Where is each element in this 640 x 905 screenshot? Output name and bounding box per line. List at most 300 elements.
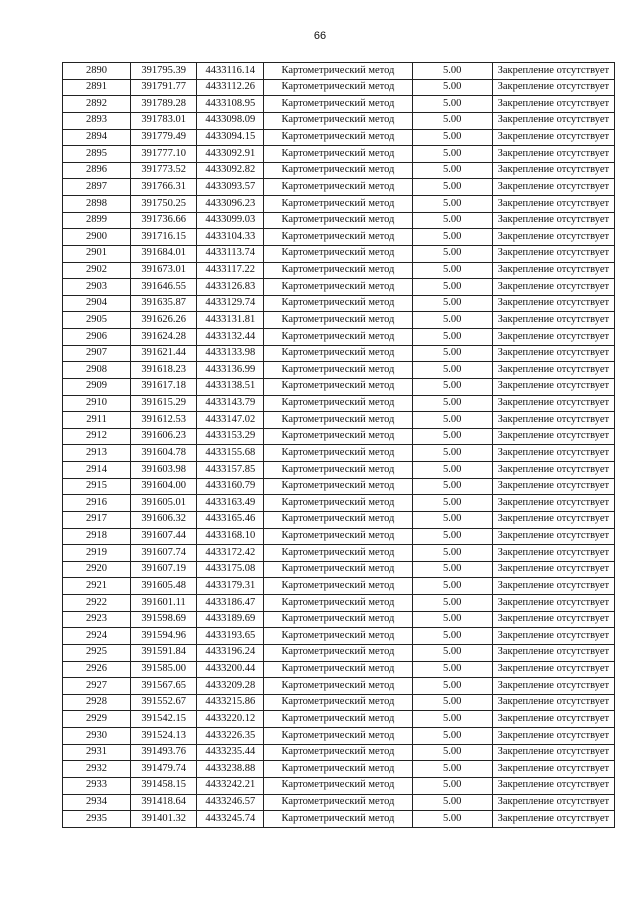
accuracy-cell: 5.00: [412, 545, 492, 562]
method-cell: Картометрический метод: [264, 378, 412, 395]
method-cell: Картометрический метод: [264, 412, 412, 429]
point-number-cell: 2913: [63, 445, 131, 462]
point-number-cell: 2908: [63, 362, 131, 379]
accuracy-cell: 5.00: [412, 777, 492, 794]
accuracy-cell: 5.00: [412, 528, 492, 545]
y-coordinate-cell: 4433108.95: [197, 96, 264, 113]
method-cell: Картометрический метод: [264, 711, 412, 728]
point-number-cell: 2925: [63, 644, 131, 661]
x-coordinate-cell: 391598.69: [131, 611, 197, 628]
method-cell: Картометрический метод: [264, 129, 412, 146]
accuracy-cell: 5.00: [412, 478, 492, 495]
method-cell: Картометрический метод: [264, 312, 412, 329]
table-row: [63, 661, 615, 678]
fixation-cell: Закрепление отсутствует: [492, 611, 614, 628]
table-row: [63, 761, 615, 778]
x-coordinate-cell: 391601.11: [131, 595, 197, 612]
fixation-cell: Закрепление отсутствует: [492, 362, 614, 379]
x-coordinate-cell: 391789.28: [131, 96, 197, 113]
point-number-cell: 2915: [63, 478, 131, 495]
fixation-cell: Закрепление отсутствует: [492, 162, 614, 179]
point-number-cell: 2917: [63, 511, 131, 528]
method-cell: Картометрический метод: [264, 528, 412, 545]
x-coordinate-cell: 391777.10: [131, 146, 197, 163]
method-cell: Картометрический метод: [264, 212, 412, 229]
point-number-cell: 2900: [63, 229, 131, 246]
method-cell: Картометрический метод: [264, 362, 412, 379]
point-number-cell: 2898: [63, 196, 131, 213]
table-row: [63, 345, 615, 362]
accuracy-cell: 5.00: [412, 428, 492, 445]
x-coordinate-cell: 391585.00: [131, 661, 197, 678]
fixation-cell: Закрепление отсутствует: [492, 462, 614, 479]
y-coordinate-cell: 4433179.31: [197, 578, 264, 595]
fixation-cell: Закрепление отсутствует: [492, 212, 614, 229]
fixation-cell: Закрепление отсутствует: [492, 129, 614, 146]
x-coordinate-cell: 391766.31: [131, 179, 197, 196]
method-cell: Картометрический метод: [264, 478, 412, 495]
x-coordinate-cell: 391624.28: [131, 329, 197, 346]
point-number-cell: 2928: [63, 694, 131, 711]
x-coordinate-cell: 391524.13: [131, 728, 197, 745]
fixation-cell: Закрепление отсутствует: [492, 777, 614, 794]
method-cell: Картометрический метод: [264, 561, 412, 578]
point-number-cell: 2930: [63, 728, 131, 745]
x-coordinate-cell: 391791.77: [131, 79, 197, 96]
y-coordinate-cell: 4433096.23: [197, 196, 264, 213]
fixation-cell: Закрепление отсутствует: [492, 595, 614, 612]
fixation-cell: Закрепление отсутствует: [492, 79, 614, 96]
y-coordinate-cell: 4433155.68: [197, 445, 264, 462]
accuracy-cell: 5.00: [412, 811, 492, 828]
point-number-cell: 2891: [63, 79, 131, 96]
fixation-cell: Закрепление отсутствует: [492, 96, 614, 113]
table-row: [63, 628, 615, 645]
y-coordinate-cell: 4433163.49: [197, 495, 264, 512]
table-row: [63, 578, 615, 595]
y-coordinate-cell: 4433168.10: [197, 528, 264, 545]
method-cell: Картометрический метод: [264, 694, 412, 711]
point-number-cell: 2892: [63, 96, 131, 113]
method-cell: Картометрический метод: [264, 777, 412, 794]
point-number-cell: 2927: [63, 678, 131, 695]
accuracy-cell: 5.00: [412, 245, 492, 262]
table-row: [63, 395, 615, 412]
x-coordinate-cell: 391567.65: [131, 678, 197, 695]
method-cell: Картометрический метод: [264, 794, 412, 811]
table-row: [63, 595, 615, 612]
accuracy-cell: 5.00: [412, 462, 492, 479]
fixation-cell: Закрепление отсутствует: [492, 112, 614, 129]
table-row: [63, 312, 615, 329]
table-row: [63, 678, 615, 695]
method-cell: Картометрический метод: [264, 628, 412, 645]
accuracy-cell: 5.00: [412, 445, 492, 462]
x-coordinate-cell: 391418.64: [131, 794, 197, 811]
x-coordinate-cell: 391736.66: [131, 212, 197, 229]
y-coordinate-cell: 4433138.51: [197, 378, 264, 395]
accuracy-cell: 5.00: [412, 595, 492, 612]
table-row: [63, 295, 615, 312]
point-number-cell: 2931: [63, 744, 131, 761]
fixation-cell: Закрепление отсутствует: [492, 528, 614, 545]
accuracy-cell: 5.00: [412, 295, 492, 312]
method-cell: Картометрический метод: [264, 445, 412, 462]
x-coordinate-cell: 391750.25: [131, 196, 197, 213]
x-coordinate-cell: 391626.26: [131, 312, 197, 329]
y-coordinate-cell: 4433112.26: [197, 79, 264, 96]
y-coordinate-cell: 4433238.88: [197, 761, 264, 778]
table-row: [63, 378, 615, 395]
fixation-cell: Закрепление отсутствует: [492, 412, 614, 429]
fixation-cell: Закрепление отсутствует: [492, 345, 614, 362]
table-row: [63, 545, 615, 562]
y-coordinate-cell: 4433129.74: [197, 295, 264, 312]
accuracy-cell: 5.00: [412, 495, 492, 512]
accuracy-cell: 5.00: [412, 129, 492, 146]
point-number-cell: 2916: [63, 495, 131, 512]
table-row: [63, 129, 615, 146]
table-row: [63, 777, 615, 794]
x-coordinate-cell: 391603.98: [131, 462, 197, 479]
table-row: [63, 96, 615, 113]
accuracy-cell: 5.00: [412, 395, 492, 412]
method-cell: Картометрический метод: [264, 279, 412, 296]
x-coordinate-cell: 391716.15: [131, 229, 197, 246]
y-coordinate-cell: 4433215.86: [197, 694, 264, 711]
table-row: [63, 561, 615, 578]
point-number-cell: 2926: [63, 661, 131, 678]
x-coordinate-cell: 391542.15: [131, 711, 197, 728]
table-row: [63, 63, 615, 80]
table-row: [63, 179, 615, 196]
y-coordinate-cell: 4433209.28: [197, 678, 264, 695]
fixation-cell: Закрепление отсутствует: [492, 428, 614, 445]
y-coordinate-cell: 4433099.03: [197, 212, 264, 229]
y-coordinate-cell: 4433193.65: [197, 628, 264, 645]
fixation-cell: Закрепление отсутствует: [492, 295, 614, 312]
fixation-cell: Закрепление отсутствует: [492, 445, 614, 462]
table-row: [63, 462, 615, 479]
point-number-cell: 2893: [63, 112, 131, 129]
fixation-cell: Закрепление отсутствует: [492, 728, 614, 745]
point-number-cell: 2910: [63, 395, 131, 412]
fixation-cell: Закрепление отсутствует: [492, 312, 614, 329]
table-row: [63, 245, 615, 262]
accuracy-cell: 5.00: [412, 728, 492, 745]
x-coordinate-cell: 391606.32: [131, 511, 197, 528]
accuracy-cell: 5.00: [412, 794, 492, 811]
x-coordinate-cell: 391635.87: [131, 295, 197, 312]
accuracy-cell: 5.00: [412, 229, 492, 246]
point-number-cell: 2901: [63, 245, 131, 262]
y-coordinate-cell: 4433246.57: [197, 794, 264, 811]
x-coordinate-cell: 391607.74: [131, 545, 197, 562]
point-number-cell: 2897: [63, 179, 131, 196]
point-number-cell: 2923: [63, 611, 131, 628]
point-number-cell: 2907: [63, 345, 131, 362]
x-coordinate-cell: 391779.49: [131, 129, 197, 146]
x-coordinate-cell: 391795.39: [131, 63, 197, 80]
table-row: [63, 362, 615, 379]
y-coordinate-cell: 4433113.74: [197, 245, 264, 262]
accuracy-cell: 5.00: [412, 262, 492, 279]
fixation-cell: Закрепление отсутствует: [492, 628, 614, 645]
y-coordinate-cell: 4433143.79: [197, 395, 264, 412]
x-coordinate-cell: 391552.67: [131, 694, 197, 711]
x-coordinate-cell: 391605.48: [131, 578, 197, 595]
y-coordinate-cell: 4433092.82: [197, 162, 264, 179]
fixation-cell: Закрепление отсутствует: [492, 196, 614, 213]
fixation-cell: Закрепление отсутствует: [492, 229, 614, 246]
method-cell: Картометрический метод: [264, 395, 412, 412]
accuracy-cell: 5.00: [412, 561, 492, 578]
accuracy-cell: 5.00: [412, 312, 492, 329]
y-coordinate-cell: 4433160.79: [197, 478, 264, 495]
table-row: [63, 528, 615, 545]
y-coordinate-cell: 4433165.46: [197, 511, 264, 528]
y-coordinate-cell: 4433172.42: [197, 545, 264, 562]
point-number-cell: 2920: [63, 561, 131, 578]
point-number-cell: 2911: [63, 412, 131, 429]
x-coordinate-cell: 391646.55: [131, 279, 197, 296]
x-coordinate-cell: 391591.84: [131, 644, 197, 661]
point-number-cell: 2919: [63, 545, 131, 562]
fixation-cell: Закрепление отсутствует: [492, 794, 614, 811]
y-coordinate-cell: 4433092.91: [197, 146, 264, 163]
x-coordinate-cell: 391673.01: [131, 262, 197, 279]
table-row: [63, 196, 615, 213]
fixation-cell: Закрепление отсутствует: [492, 545, 614, 562]
accuracy-cell: 5.00: [412, 711, 492, 728]
method-cell: Картометрический метод: [264, 179, 412, 196]
accuracy-cell: 5.00: [412, 345, 492, 362]
table-row: [63, 511, 615, 528]
point-number-cell: 2934: [63, 794, 131, 811]
accuracy-cell: 5.00: [412, 162, 492, 179]
fixation-cell: Закрепление отсутствует: [492, 495, 614, 512]
y-coordinate-cell: 4433116.14: [197, 63, 264, 80]
table-row: [63, 212, 615, 229]
method-cell: Картометрический метод: [264, 329, 412, 346]
point-number-cell: 2895: [63, 146, 131, 163]
x-coordinate-cell: 391621.44: [131, 345, 197, 362]
x-coordinate-cell: 391493.76: [131, 744, 197, 761]
y-coordinate-cell: 4433094.15: [197, 129, 264, 146]
y-coordinate-cell: 4433147.02: [197, 412, 264, 429]
y-coordinate-cell: 4433242.21: [197, 777, 264, 794]
table-row: [63, 478, 615, 495]
y-coordinate-cell: 4433220.12: [197, 711, 264, 728]
table-row: [63, 162, 615, 179]
y-coordinate-cell: 4433235.44: [197, 744, 264, 761]
table-row: [63, 728, 615, 745]
y-coordinate-cell: 4433126.83: [197, 279, 264, 296]
fixation-cell: Закрепление отсутствует: [492, 395, 614, 412]
fixation-cell: Закрепление отсутствует: [492, 678, 614, 695]
table-row: [63, 262, 615, 279]
point-number-cell: 2933: [63, 777, 131, 794]
table-row: [63, 744, 615, 761]
y-coordinate-cell: 4433186.47: [197, 595, 264, 612]
method-cell: Картометрический метод: [264, 229, 412, 246]
x-coordinate-cell: 391479.74: [131, 761, 197, 778]
method-cell: Картометрический метод: [264, 245, 412, 262]
point-number-cell: 2922: [63, 595, 131, 612]
accuracy-cell: 5.00: [412, 412, 492, 429]
fixation-cell: Закрепление отсутствует: [492, 661, 614, 678]
y-coordinate-cell: 4433153.29: [197, 428, 264, 445]
fixation-cell: Закрепление отсутствует: [492, 761, 614, 778]
accuracy-cell: 5.00: [412, 694, 492, 711]
y-coordinate-cell: 4433132.44: [197, 329, 264, 346]
x-coordinate-cell: 391607.44: [131, 528, 197, 545]
y-coordinate-cell: 4433136.99: [197, 362, 264, 379]
y-coordinate-cell: 4433196.24: [197, 644, 264, 661]
point-number-cell: 2932: [63, 761, 131, 778]
point-number-cell: 2914: [63, 462, 131, 479]
method-cell: Картометрический метод: [264, 644, 412, 661]
accuracy-cell: 5.00: [412, 63, 492, 80]
fixation-cell: Закрепление отсутствует: [492, 179, 614, 196]
accuracy-cell: 5.00: [412, 279, 492, 296]
method-cell: Картометрический метод: [264, 112, 412, 129]
method-cell: Картометрический метод: [264, 196, 412, 213]
method-cell: Картометрический метод: [264, 96, 412, 113]
method-cell: Картометрический метод: [264, 578, 412, 595]
point-number-cell: 2924: [63, 628, 131, 645]
y-coordinate-cell: 4433200.44: [197, 661, 264, 678]
point-number-cell: 2890: [63, 63, 131, 80]
method-cell: Картометрический метод: [264, 295, 412, 312]
method-cell: Картометрический метод: [264, 678, 412, 695]
point-number-cell: 2905: [63, 312, 131, 329]
fixation-cell: Закрепление отсутствует: [492, 561, 614, 578]
y-coordinate-cell: 4433189.69: [197, 611, 264, 628]
y-coordinate-cell: 4433131.81: [197, 312, 264, 329]
x-coordinate-cell: 391605.01: [131, 495, 197, 512]
table-row: [63, 711, 615, 728]
method-cell: Картометрический метод: [264, 262, 412, 279]
accuracy-cell: 5.00: [412, 378, 492, 395]
point-number-cell: 2921: [63, 578, 131, 595]
accuracy-cell: 5.00: [412, 761, 492, 778]
point-number-cell: 2929: [63, 711, 131, 728]
y-coordinate-cell: 4433157.85: [197, 462, 264, 479]
accuracy-cell: 5.00: [412, 79, 492, 96]
table-row: [63, 112, 615, 129]
x-coordinate-cell: 391618.23: [131, 362, 197, 379]
accuracy-cell: 5.00: [412, 329, 492, 346]
point-number-cell: 2912: [63, 428, 131, 445]
accuracy-cell: 5.00: [412, 212, 492, 229]
fixation-cell: Закрепление отсутствует: [492, 63, 614, 80]
fixation-cell: Закрепление отсутствует: [492, 378, 614, 395]
page-number: 66: [313, 30, 327, 42]
accuracy-cell: 5.00: [412, 179, 492, 196]
method-cell: Картометрический метод: [264, 428, 412, 445]
point-number-cell: 2894: [63, 129, 131, 146]
fixation-cell: Закрепление отсутствует: [492, 578, 614, 595]
x-coordinate-cell: 391783.01: [131, 112, 197, 129]
method-cell: Картометрический метод: [264, 79, 412, 96]
accuracy-cell: 5.00: [412, 196, 492, 213]
point-number-cell: 2918: [63, 528, 131, 545]
point-number-cell: 2906: [63, 329, 131, 346]
fixation-cell: Закрепление отсутствует: [492, 811, 614, 828]
y-coordinate-cell: 4433226.35: [197, 728, 264, 745]
x-coordinate-cell: 391684.01: [131, 245, 197, 262]
method-cell: Картометрический метод: [264, 611, 412, 628]
accuracy-cell: 5.00: [412, 678, 492, 695]
x-coordinate-cell: 391401.32: [131, 811, 197, 828]
table-row: [63, 229, 615, 246]
accuracy-cell: 5.00: [412, 644, 492, 661]
y-coordinate-cell: 4433098.09: [197, 112, 264, 129]
method-cell: Картометрический метод: [264, 63, 412, 80]
method-cell: Картометрический метод: [264, 761, 412, 778]
table-row: [63, 794, 615, 811]
fixation-cell: Закрепление отсутствует: [492, 245, 614, 262]
accuracy-cell: 5.00: [412, 362, 492, 379]
fixation-cell: Закрепление отсутствует: [492, 511, 614, 528]
fixation-cell: Закрепление отсутствует: [492, 279, 614, 296]
point-number-cell: 2909: [63, 378, 131, 395]
table-row: [63, 495, 615, 512]
fixation-cell: Закрепление отсутствует: [492, 478, 614, 495]
method-cell: Картометрический метод: [264, 462, 412, 479]
table-row: [63, 79, 615, 96]
x-coordinate-cell: 391594.96: [131, 628, 197, 645]
method-cell: Картометрический метод: [264, 811, 412, 828]
x-coordinate-cell: 391606.23: [131, 428, 197, 445]
point-number-cell: 2902: [63, 262, 131, 279]
fixation-cell: Закрепление отсутствует: [492, 711, 614, 728]
method-cell: Картометрический метод: [264, 162, 412, 179]
x-coordinate-cell: 391458.15: [131, 777, 197, 794]
y-coordinate-cell: 4433133.98: [197, 345, 264, 362]
y-coordinate-cell: 4433093.57: [197, 179, 264, 196]
point-number-cell: 2896: [63, 162, 131, 179]
accuracy-cell: 5.00: [412, 628, 492, 645]
table-row: [63, 412, 615, 429]
x-coordinate-cell: 391604.78: [131, 445, 197, 462]
accuracy-cell: 5.00: [412, 578, 492, 595]
coordinates-table-body: [63, 63, 615, 828]
y-coordinate-cell: 4433104.33: [197, 229, 264, 246]
x-coordinate-cell: 391617.18: [131, 378, 197, 395]
method-cell: Картометрический метод: [264, 495, 412, 512]
y-coordinate-cell: 4433117.22: [197, 262, 264, 279]
method-cell: Картометрический метод: [264, 728, 412, 745]
point-number-cell: 2935: [63, 811, 131, 828]
table-row: [63, 611, 615, 628]
x-coordinate-cell: 391607.19: [131, 561, 197, 578]
method-cell: Картометрический метод: [264, 146, 412, 163]
point-number-cell: 2899: [63, 212, 131, 229]
table-row: [63, 428, 615, 445]
fixation-cell: Закрепление отсутствует: [492, 146, 614, 163]
fixation-cell: Закрепление отсутствует: [492, 329, 614, 346]
fixation-cell: Закрепление отсутствует: [492, 262, 614, 279]
table-row: [63, 644, 615, 661]
table-row: [63, 445, 615, 462]
accuracy-cell: 5.00: [412, 146, 492, 163]
method-cell: Картометрический метод: [264, 595, 412, 612]
accuracy-cell: 5.00: [412, 96, 492, 113]
accuracy-cell: 5.00: [412, 112, 492, 129]
method-cell: Картометрический метод: [264, 511, 412, 528]
